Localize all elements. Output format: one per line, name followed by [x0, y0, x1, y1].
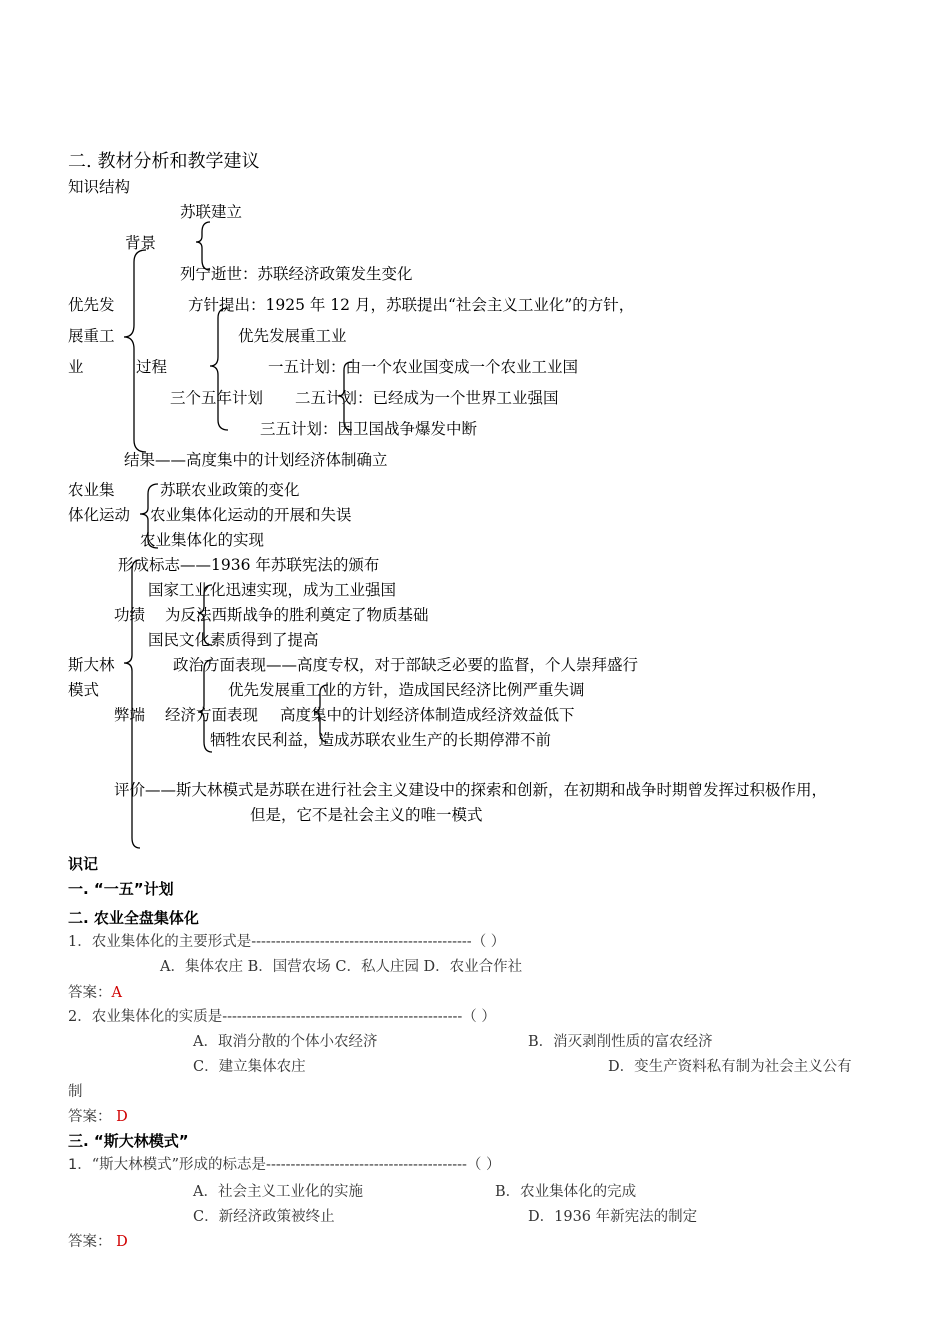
answer-label: 答案：: [68, 1109, 112, 1125]
node-yiwu: 一五计划：由一个农业国变成一个农业工业国: [268, 358, 579, 376]
recall-heading-1: 一. “一五”计划: [68, 880, 174, 898]
node-gongji2: 为反法西斯战争的胜利奠定了物质基础: [165, 606, 429, 624]
answer-value: D: [116, 1109, 128, 1125]
answer-label: 答案：: [68, 1234, 112, 1250]
section-title: 二. 教材分析和教学建议: [68, 151, 260, 172]
node-bibian: 弊端: [114, 706, 146, 724]
question-3-option-d: D．1936 年新宪法的制定: [528, 1209, 698, 1225]
main-topic-1-line1: 优先发: [68, 296, 115, 314]
brace-main3: [124, 560, 140, 848]
recall-heading-3: 三. “斯大林模式”: [68, 1132, 189, 1150]
main-topic-3-line2: 模式: [68, 681, 100, 699]
answer-label: 答案：: [68, 985, 112, 1001]
question-2-option-d-wrap: 制: [68, 1084, 83, 1100]
node-sulian-jianli: 苏联建立: [180, 203, 243, 221]
question-2-option-b: B．消灭剥削性质的富农经济: [528, 1034, 713, 1050]
node-jingji2: 高度集中的计划经济体制造成经济效益低下: [280, 706, 575, 724]
node-fangzhen: 方针提出：1925 年 12 月，苏联提出“社会主义工业化”的方针，: [188, 296, 635, 314]
answer-value: A: [111, 985, 122, 1001]
answer-2: [68, 1107, 128, 1127]
node-xingcheng: 形成标志——1936 年苏联宪法的颁布: [118, 556, 380, 574]
question-3-option-b: B．农业集体化的完成: [495, 1184, 637, 1200]
main-topic-2-line2: 体化运动: [68, 506, 131, 524]
node-beijing: 背景: [125, 234, 157, 252]
question-3-text: “斯大林模式”形成的标志是-----------------------------------------（ ）: [91, 1157, 501, 1173]
question-2-option-d: D．变生产资料私有制为社会主义公有: [608, 1059, 852, 1075]
main-topic-2-line1: 农业集: [68, 481, 115, 499]
question-2-option-c: C．建立集体农庄: [193, 1059, 306, 1075]
brace-main1: [124, 250, 146, 452]
recall-heading-2: 二. 农业全盘集体化: [68, 909, 199, 927]
main-topic-1-line3: 业: [68, 358, 84, 376]
node-pingjia-line2: 但是，它不是社会主义的唯一模式: [250, 806, 483, 824]
node-sanwu: 三五计划：因卫国战争爆发中断: [260, 420, 478, 438]
structure-label: 知识结构: [68, 178, 131, 196]
node-nongye2: 农业集体化运动的开展和失误: [150, 506, 352, 524]
node-gongji3: 国民文化素质得到了提高: [148, 631, 319, 649]
node-gongji1: 国家工业化迅速实现，成为工业强国: [148, 581, 397, 599]
node-erwu: 二五计划：已经成为一个世界工业强国: [295, 389, 559, 407]
question-2: 2．农业集体化的实质是-------------------------------------------------（ ）: [68, 1009, 496, 1025]
question-3-number: 1．: [68, 1157, 92, 1173]
node-guocheng: 过程: [136, 358, 168, 376]
node-jingji3: 牺牲农民利益，造成苏联农业生产的长期停滞不前: [210, 731, 552, 749]
node-jingji1: 优先发展重工业的方针，造成国民经济比例严重失调: [228, 681, 585, 699]
answer-3: [68, 1232, 128, 1252]
main-topic-1-line2: 展重工: [68, 327, 115, 345]
node-pingjia-line1: 评价——斯大林模式是苏联在进行社会主义建设中的探索和创新，在初期和战争时期曾发挥过积极作用，: [114, 781, 828, 799]
question-1: 1．农业集体化的主要形式是---------------------------------------------（ ）: [68, 934, 506, 950]
node-nongye3: 农业集体化的实现: [140, 531, 265, 549]
recall-title: 识记: [68, 855, 99, 873]
node-sange: 三个五年计划: [170, 389, 264, 407]
answer-value: D: [116, 1234, 128, 1250]
question-3-option-a: A．社会主义工业化的实施: [193, 1184, 363, 1200]
question-1-options: A．集体农庄 B．国营农场 C．私人庄园 D．农业合作社: [160, 959, 523, 975]
node-jingji: 经济方面表现: [165, 706, 259, 724]
node-gongji: 功绩: [114, 606, 146, 624]
brace-guocheng: [210, 308, 228, 430]
main-topic-3-line1: 斯大林: [68, 656, 115, 674]
question-3-option-c: C．新经济政策被终止: [193, 1209, 335, 1225]
answer-1: [68, 983, 122, 1003]
node-zhengzhi: 政治方面表现——高度专权，对于部缺乏必要的监督，个人崇拜盛行: [173, 656, 639, 674]
node-liening: 列宁逝世：苏联经济政策发生变化: [180, 265, 413, 283]
node-nongye1: 苏联农业政策的变化: [160, 481, 300, 499]
node-jieguo: 结果——高度集中的计划经济体制确立: [124, 451, 388, 469]
brace-beijing: [196, 222, 210, 270]
question-3: [68, 1155, 501, 1175]
question-2-option-a: A．取消分散的个体小农经济: [193, 1034, 378, 1050]
node-youxian: 优先发展重工业: [238, 327, 347, 345]
